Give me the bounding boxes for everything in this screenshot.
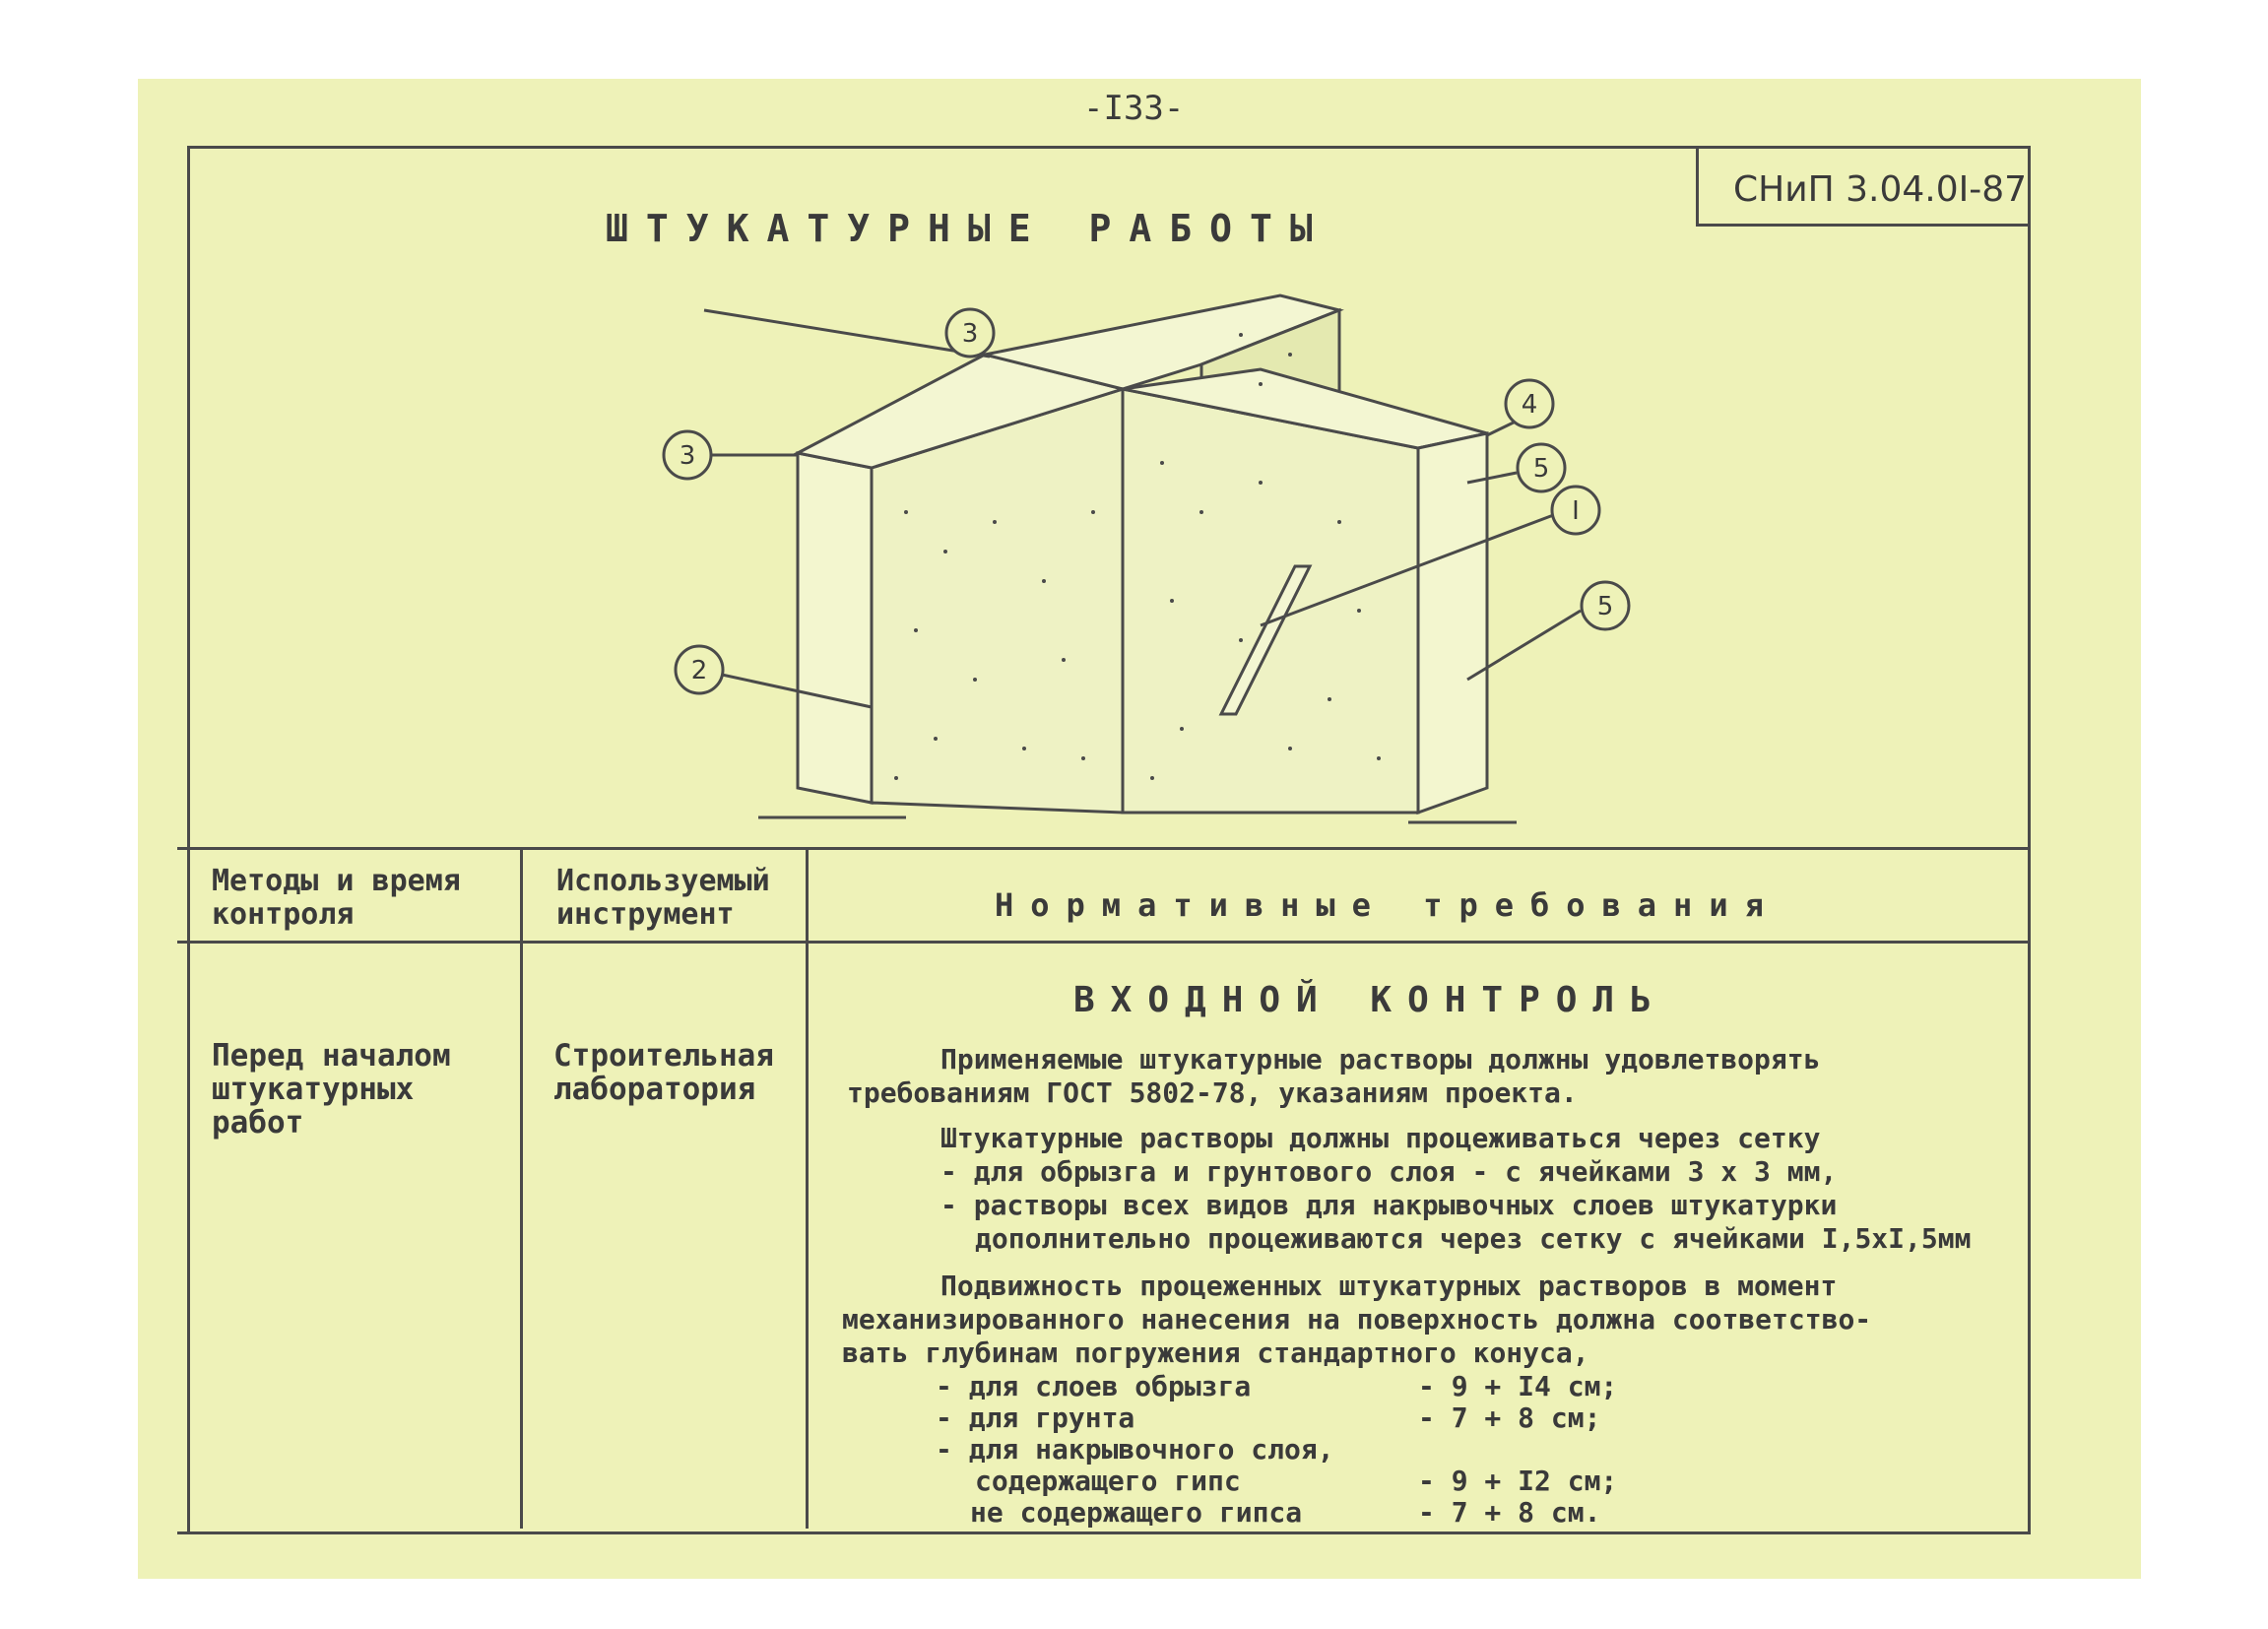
req-line: - для грунта [936,1401,1135,1434]
wall-figure [650,286,1635,837]
callout-label: 3 [679,441,696,471]
req-value: - 7 + 8 см. [1418,1496,1601,1529]
req-value: - 7 + 8 см; [1418,1401,1601,1434]
req-line: - растворы всех видов для накрывочных слоев штукатурки [940,1189,1838,1221]
req-line: требованиям ГОСТ 5802-78, указаниям проекта. [847,1076,1578,1109]
req-line: содержащего гипс [975,1465,1241,1497]
header-tools: Используемый инструмент [556,864,770,932]
right-wall-face [1123,389,1418,813]
callout-label: 2 [690,656,708,685]
req-line: Подвижность процеженных штукатурных растворов в момент [940,1270,1838,1302]
table-top-line [177,847,2031,850]
cell-tools: Строительная лаборатория [553,1038,774,1107]
callout-label: I [1572,496,1580,526]
frame-right-line [2028,146,2031,1534]
callout-label: 4 [1521,390,1538,420]
callout-label: 5 [1532,454,1550,484]
req-line: - для слоев обрызга [936,1370,1252,1402]
cell-methods: Перед началом штукатурных работ [212,1038,451,1140]
req-line: дополнительно процеживаются через сетку с ячейками I,5хI,5мм [975,1222,1972,1255]
callout-label: 5 [1596,592,1614,621]
req-line: механизированного нанесения на поверхность должна соответство- [842,1303,1872,1336]
req-value: - 9 + I2 см; [1418,1465,1618,1497]
page-title: ШТУКАТУРНЫЕ РАБОТЫ [606,207,1330,250]
callout-label: 3 [961,319,979,349]
header-methods: Методы и время контроля [212,864,461,932]
req-line: вать глубинам погружения стандартного конуса, [842,1336,1589,1369]
req-line: Применяемые штукатурные растворы должны удовлетворять [940,1043,1821,1075]
req-line: не содержащего гипса [970,1496,1303,1529]
table-header-line [177,941,2031,944]
req-line: - для обрызга и грунтового слоя - с ячейками 3 х 3 мм, [940,1155,1838,1188]
req-value: - 9 + I4 см; [1418,1370,1618,1402]
frame-bottom-line [177,1531,2031,1534]
header-requirements: Нормативные требования [995,886,1781,924]
page-number: -I33- [1083,89,1185,128]
doc-code: СНиП 3.04.0I-87 [1733,169,2028,210]
req-line: Штукатурные растворы должны процеживаться через сетку [940,1122,1821,1154]
frame-left-line [187,146,190,1534]
table-col-divider-2 [806,849,809,1529]
req-line: - для накрывочного слоя, [936,1433,1334,1466]
left-wall-edge [798,453,872,803]
section-title: ВХОДНОЙ КОНТРОЛЬ [1073,980,1667,1020]
table-col-divider-1 [520,849,523,1529]
right-wall-edge [1418,433,1487,813]
